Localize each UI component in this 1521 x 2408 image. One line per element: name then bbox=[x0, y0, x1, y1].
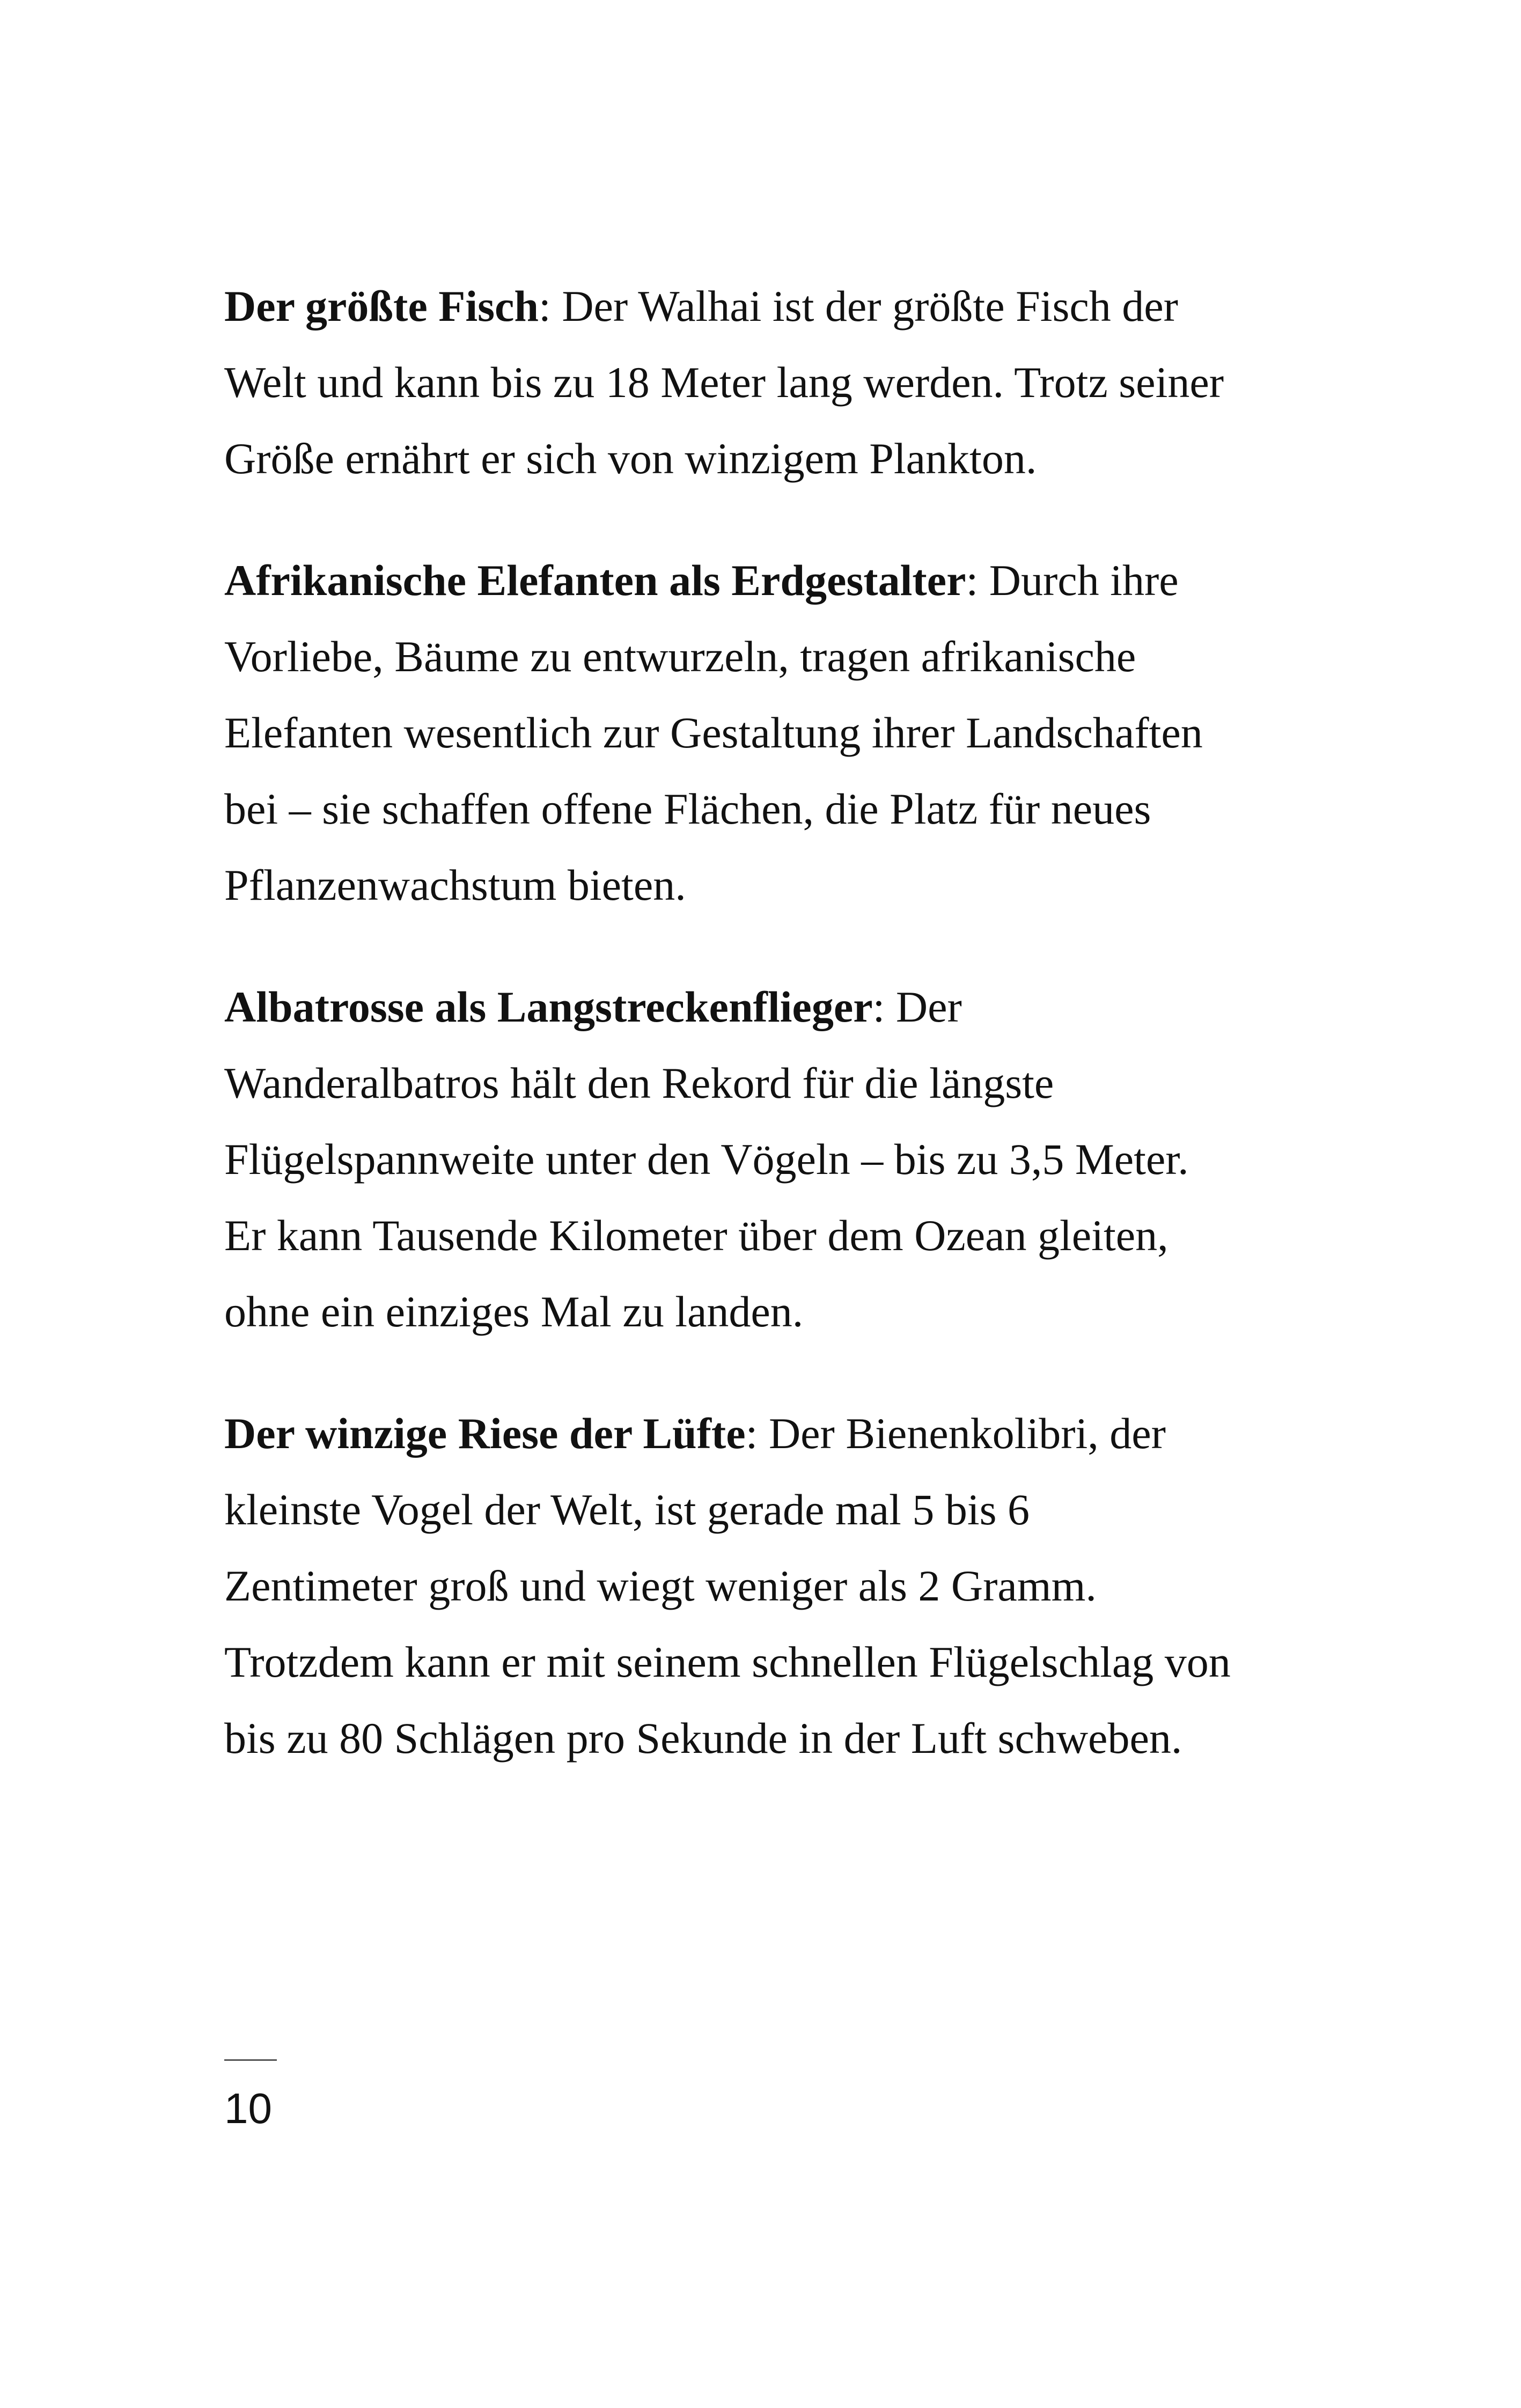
entry-title: Der winzige Riese der Lüfte bbox=[224, 1409, 746, 1458]
entry-text: Der Walhai ist der größte Fisch der Welt und kann bis zu 18 Meter lang werden. Trotz seiner Größe ernährt er sich von winzigem Plankton. bbox=[224, 282, 1224, 483]
entry-text: Der Bienenkolibri, der kleinste Vogel der Welt, ist gerade mal 5 bis 6 Zentimeter groß und wiegt weniger als 2 Gramm. Trotzdem kann er mit seinem schnellen Flügelschlag von bis zu 80 Schlägen pro Sekunde in der Luft schweben. bbox=[224, 1409, 1231, 1763]
entry-elephants bbox=[224, 542, 1233, 923]
entry-albatross bbox=[224, 969, 1233, 1350]
entry-hummingbird bbox=[224, 1396, 1233, 1776]
entry-text: Durch ihre Vorliebe, Bäume zu entwurzeln, tragen afrikanische Elefanten wesentlich zur Gestaltung ihrer Landschaften bei – sie schaffen offene Flächen, die Platz für neues Pflanzenwachstum bieten. bbox=[224, 556, 1203, 909]
entry-separator: : bbox=[872, 982, 896, 1031]
entry-separator: : bbox=[745, 1409, 769, 1458]
page-number: 10 bbox=[224, 2084, 272, 2132]
entry-largest-fish bbox=[224, 268, 1233, 497]
entry-separator: : bbox=[966, 556, 989, 605]
entry-title: Afrikanische Elefanten als Erdgestalter bbox=[224, 556, 966, 605]
page-body bbox=[224, 268, 1233, 1822]
entry-title: Albatrosse als Langstreckenflieger bbox=[224, 982, 873, 1031]
footer-divider bbox=[224, 2059, 277, 2061]
entry-title: Der größte Fisch bbox=[224, 282, 539, 331]
entry-separator: : bbox=[539, 282, 562, 331]
entry-text: Der Wanderalbatros hält den Rekord für die längste Flügelspannweite unter den Vögeln – bis zu 3,5 Meter. Er kann Tausende Kilometer über dem Ozean gleiten, ohne ein einziges Mal zu landen. bbox=[224, 982, 1189, 1336]
